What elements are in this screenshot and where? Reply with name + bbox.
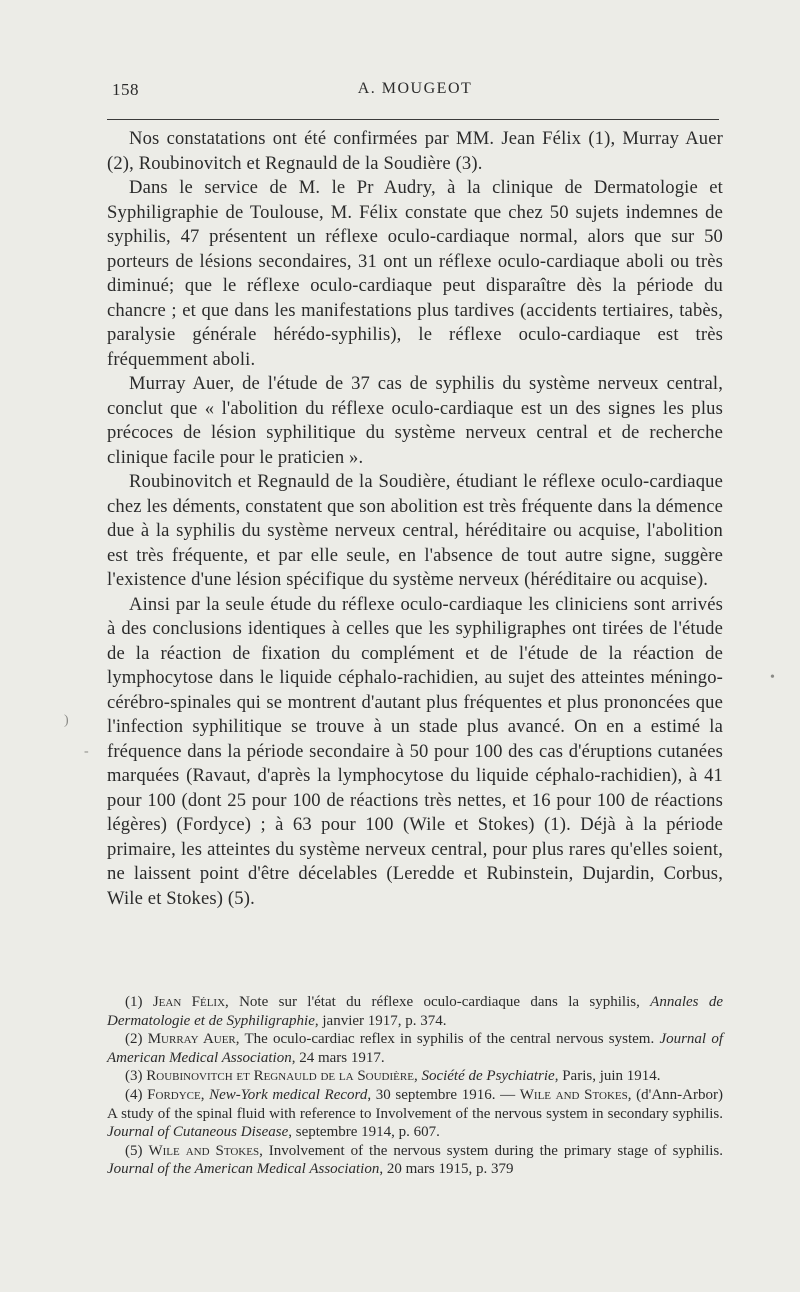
footnote-text: , bbox=[413, 1068, 422, 1085]
footnote-source: Société de Psychiatrie bbox=[421, 1068, 555, 1085]
footnote-source: Annales de Dermatologie et de Syphiligraphie bbox=[107, 994, 723, 1029]
footnote bbox=[107, 1142, 723, 1179]
footnote-marker: (4) bbox=[125, 1086, 143, 1103]
paragraph: Ainsi par la seule étude du réflexe oculo-cardiaque les cliniciens sont arrivés à des conclusions identiques à celles que les syphiligraphes ont tirées de l'étude de la réaction de fixation du complément et de l'étude de la réaction de lymphocytose dans le liquide céphalo-rachidien, au sujet des atteintes méningo-cérébro-spinales qui se montrent d'autant plus fréquentes et plus prononcées que l'infection syphilitique se trouve à un stade plus avancé. On en a estimé la fréquence dans la période secondaire à 50 pour 100 des cas d'éruptions cutanées marquées (Ravaut, d'après la lymphocytose du liquide céphalo-rachidien), à 41 pour 100 (dont 25 pour 100 de réactions très nettes, et 16 pour 100 de réactions légères) (Fordyce) ; à 63 pour 100 (Wile et Stokes) (1). Déjà à la période primaire, les atteintes du système nerveux central, pour plus rares qu'elles soient, ne laissent point d'être décelables (Leredde et Rubinstein, Dujardin, Corbus, Wile et Stokes) (5). bbox=[107, 593, 723, 909]
footnote-source: Journal of American Medical Association bbox=[107, 1031, 723, 1066]
footnote-source: Journal of the American Medical Association bbox=[107, 1161, 380, 1178]
footnote-text: , (d'Ann-Arbor) A study of the spinal fluid with reference to Involvement of the nervous system in secondary syphilis. bbox=[107, 1086, 723, 1122]
footnote-source: Journal of Cutaneous Disease bbox=[107, 1124, 289, 1141]
footnote-text: , 20 mars 1915, p. 379 bbox=[379, 1161, 514, 1178]
footnote-text: , 30 septembre 1916. — bbox=[367, 1086, 520, 1103]
footnote-marker: (5) bbox=[125, 1142, 143, 1159]
footnote-author: Roubinovitch et Regnauld de la Soudière bbox=[146, 1068, 414, 1085]
footnote bbox=[107, 1067, 723, 1086]
footnote-text: , Paris, juin 1914. bbox=[554, 1068, 661, 1085]
margin-mark: ) bbox=[64, 713, 69, 728]
footnote-marker: (3) bbox=[125, 1068, 143, 1085]
footnote-text: , Note sur l'état du réflexe oculo-cardiaque dans la syphilis, bbox=[225, 994, 651, 1010]
footnote bbox=[107, 993, 723, 1030]
footnote-text: , janvier 1917, p. 374. bbox=[314, 1012, 447, 1029]
page-header bbox=[112, 80, 718, 106]
footnote-marker: (1) bbox=[125, 994, 143, 1010]
header-rule bbox=[107, 119, 719, 120]
page-number: 158 bbox=[112, 80, 139, 99]
footnote-text: , The oculo-cardiac reflex in syphilis of the central nervous system. bbox=[235, 1031, 660, 1048]
running-head: A. MOUGEOT bbox=[357, 80, 473, 97]
footnote bbox=[107, 1086, 723, 1142]
margin-mark: - bbox=[84, 744, 89, 759]
footnote-author: Wile and Stokes bbox=[519, 1086, 628, 1103]
paragraph: Murray Auer, de l'étude de 37 cas de syphilis du système nerveux central, conclut que « l'abolition du réflexe oculo-cardiaque est un des signes les plus précoces de lésion syphilitique du système nerveux central et de recherche clinique facile pour le praticien ». bbox=[107, 373, 723, 468]
footnote-text: , bbox=[200, 1086, 210, 1103]
footnote-author: Jean Félix bbox=[152, 994, 226, 1010]
footnote-text: , 24 mars 1917. bbox=[291, 1049, 385, 1066]
footnote-author: Murray Auer bbox=[147, 1031, 236, 1048]
footnote-text: , Involvement of the nervous system during the primary stage of syphilis. bbox=[259, 1142, 723, 1159]
footnote-author: Fordyce bbox=[147, 1086, 201, 1103]
paragraph: Roubinovitch et Regnauld de la Soudière, étudiant le réflexe oculo-cardiaque chez les déments, constatent que son abolition est très fréquente dans la démence due à la syphilis du système nerveux central, héréditaire ou acquise, l'abolition est très fréquente, et par elle seule, en l'absence de tout autre signe, suggère l'existence d'une lésion spécifique du système nerveux (héréditaire ou acquise). bbox=[107, 471, 723, 590]
margin-mark: • bbox=[770, 670, 775, 685]
paragraph: Dans le service de M. le Pr Audry, à la clinique de Dermatologie et Syphiligraphie de Toulouse, M. Félix constate que chez 50 sujets indemnes de syphilis, 47 présentent un réflexe oculo-cardiaque normal, alors que sur 50 porteurs de lésions secondaires, 31 ont un réflexe oculo-cardiaque aboli ou très diminué; que le réflexe oculo-cardiaque peut disparaître dès la période du chancre ; et que dans les manifestations plus tardives (accidents tertiaires, tabès, paralysie générale hérédo-syphilis), le réflexe oculo-cardiaque est très fréquemment aboli. bbox=[107, 177, 723, 370]
footnotes bbox=[107, 993, 723, 1179]
paragraph: Nos constatations ont été confirmées par MM. Jean Félix (1), Murray Auer (2), Roubinovitch et Regnauld de la Soudière (3). bbox=[107, 128, 723, 174]
footnote bbox=[107, 1030, 723, 1067]
body-text bbox=[107, 127, 723, 911]
footnote-author: Wile and Stokes bbox=[148, 1142, 260, 1159]
footnote-marker: (2) bbox=[125, 1031, 143, 1048]
footnote-source: New-York medical Record bbox=[209, 1086, 368, 1103]
footnote-text: , septembre 1914, p. 607. bbox=[288, 1124, 440, 1141]
